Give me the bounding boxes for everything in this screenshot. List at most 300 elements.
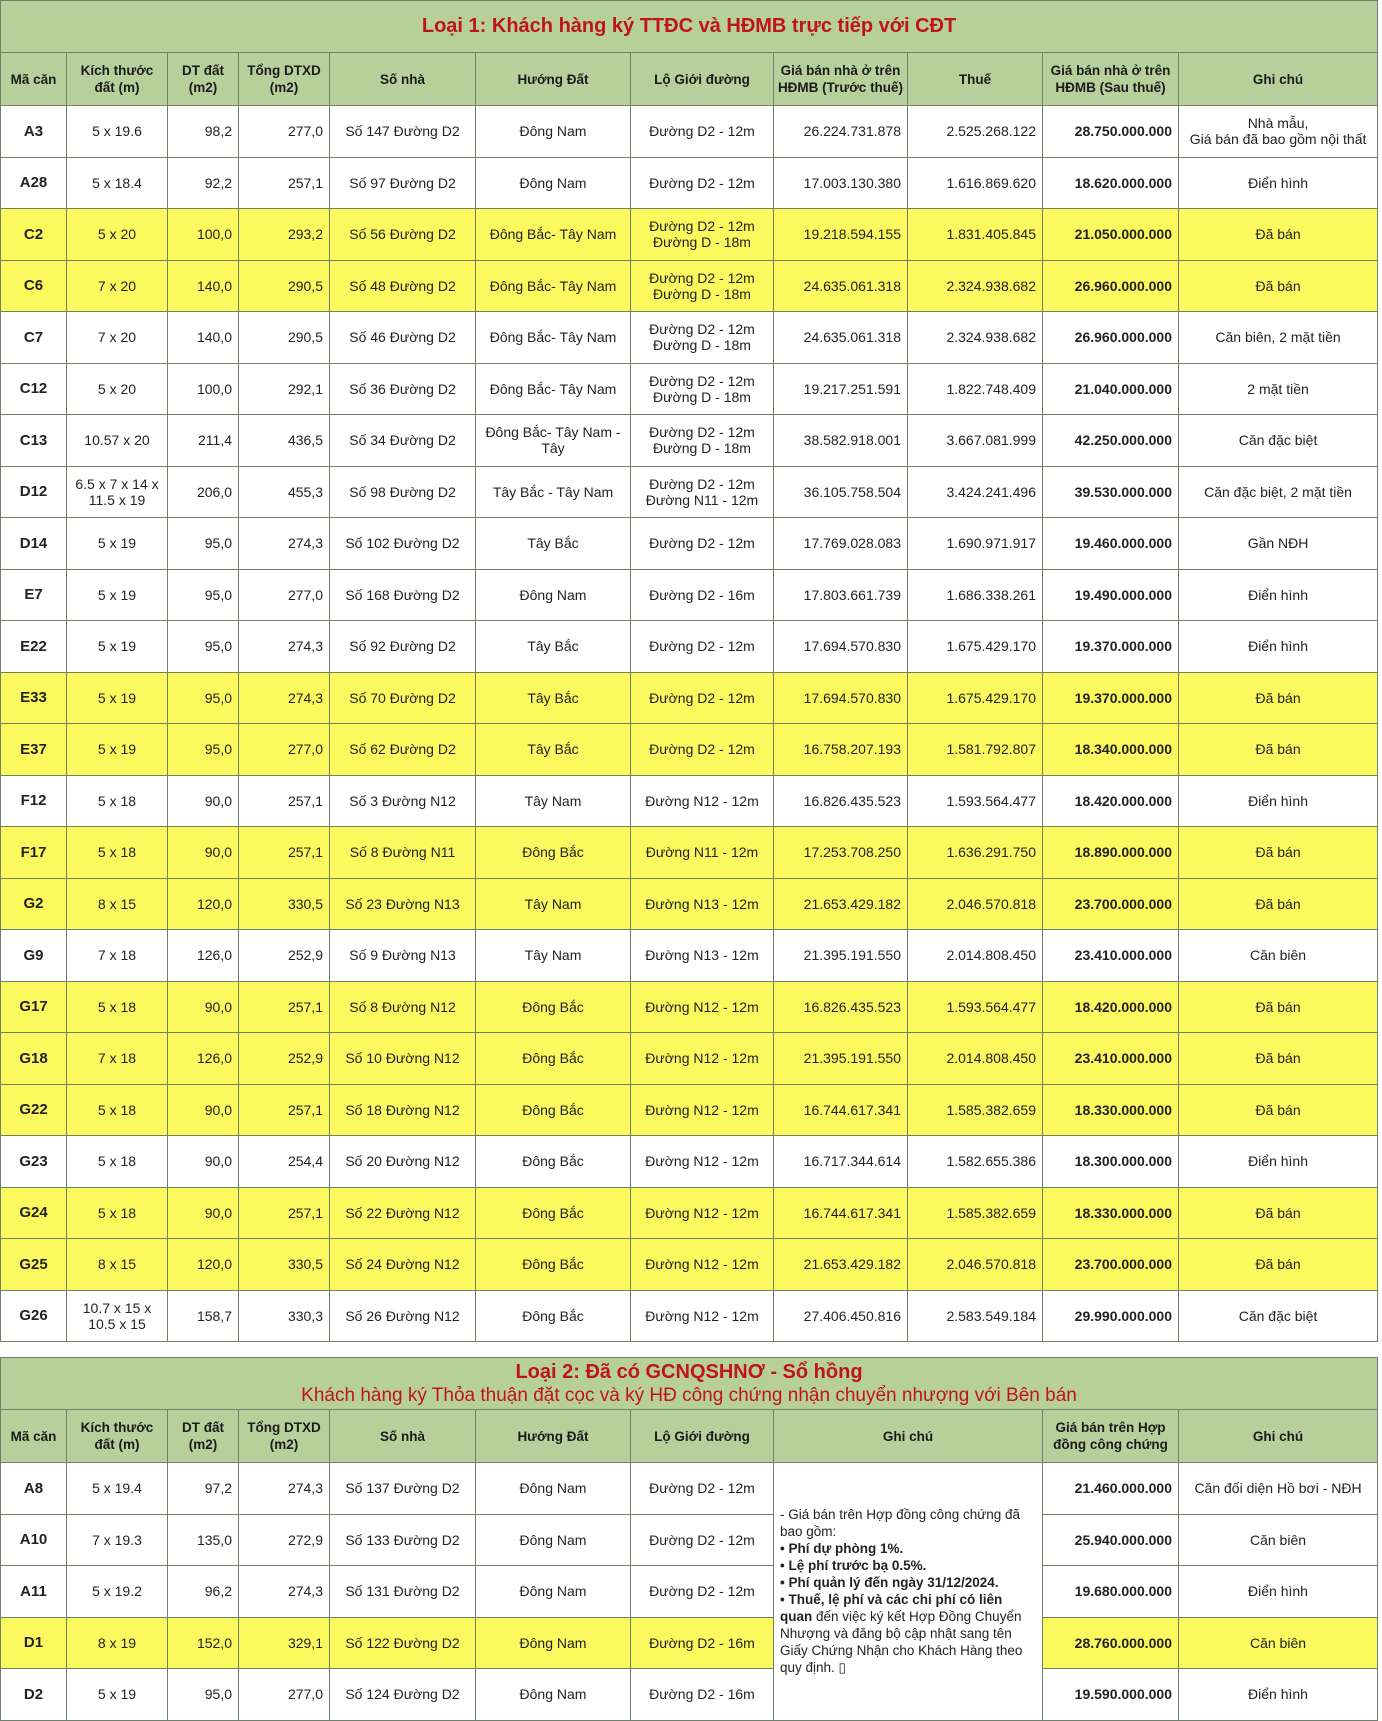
cell-dt: 140,0 bbox=[168, 312, 239, 364]
cell-kt: 7 x 20 bbox=[67, 260, 168, 312]
table-row bbox=[1, 930, 1378, 982]
cell-kt: 5 x 18 bbox=[67, 827, 168, 879]
cell-sau: 18.300.000.000 bbox=[1043, 1136, 1179, 1188]
loai2-title: Loại 2: Đã có GCNQSHNƠ - Sổ hồng Khách hàng ký Thỏa thuận đặt cọc và ký HĐ công chứng nhận chuyển nhượng với Bên bán bbox=[1, 1358, 1378, 1410]
cell-ma: G25 bbox=[1, 1239, 67, 1291]
cell-dt: 135,0 bbox=[168, 1514, 239, 1566]
cell-ma: F12 bbox=[1, 775, 67, 827]
cell-dt: 95,0 bbox=[168, 569, 239, 621]
cell-kt: 5 x 20 bbox=[67, 209, 168, 261]
cell-sonha: Số 124 Đường D2 bbox=[330, 1669, 476, 1721]
cell-sonha: Số 137 Đường D2 bbox=[330, 1463, 476, 1515]
cell-huong: Tây Nam bbox=[476, 930, 631, 982]
cell-thue: 3.667.081.999 bbox=[908, 415, 1043, 467]
cell-dtxd: 330,5 bbox=[239, 878, 330, 930]
cell-sau: 42.250.000.000 bbox=[1043, 415, 1179, 467]
cell-ma: C6 bbox=[1, 260, 67, 312]
loai2-header-7: Ghi chú bbox=[774, 1410, 1043, 1463]
table-row bbox=[1, 260, 1378, 312]
cell-lo: Đường D2 - 12m Đường N11 - 12m bbox=[631, 466, 774, 518]
cell-thue: 1.690.971.917 bbox=[908, 518, 1043, 570]
cell-huong: Đông Bắc- Tây Nam bbox=[476, 363, 631, 415]
cell-dtxd: 329,1 bbox=[239, 1617, 330, 1669]
cell-lo: Đường D2 - 12m bbox=[631, 1566, 774, 1618]
loai1-header-2: DT đất (m2) bbox=[168, 53, 239, 106]
cell-lo: Đường D2 - 12m bbox=[631, 518, 774, 570]
cell-huong: Đông Bắc bbox=[476, 1084, 631, 1136]
loai1-header-9: Giá bán nhà ở trên HĐMB (Sau thuế) bbox=[1043, 53, 1179, 106]
cell-sonha: Số 20 Đường N12 bbox=[330, 1136, 476, 1188]
cell-huong: Đông Bắc bbox=[476, 1033, 631, 1085]
cell-kt: 10.57 x 20 bbox=[67, 415, 168, 467]
cell-truoc: 17.769.028.083 bbox=[774, 518, 908, 570]
loai2-header-1: Kích thước đất (m) bbox=[67, 1410, 168, 1463]
cell-lo: Đường D2 - 12m bbox=[631, 724, 774, 776]
cell-dtxd: 274,3 bbox=[239, 1566, 330, 1618]
cell-truoc: 19.217.251.591 bbox=[774, 363, 908, 415]
cell-lo: Đường D2 - 12m Đường D - 18m bbox=[631, 209, 774, 261]
cell-dtxd: 257,1 bbox=[239, 827, 330, 879]
cell-sau: 21.050.000.000 bbox=[1043, 209, 1179, 261]
cell-dtxd: 277,0 bbox=[239, 106, 330, 158]
cell-dt: 95,0 bbox=[168, 724, 239, 776]
cell-sonha: Số 3 Đường N12 bbox=[330, 775, 476, 827]
table-row bbox=[1, 518, 1378, 570]
cell-dtxd: 455,3 bbox=[239, 466, 330, 518]
cell-ma: A8 bbox=[1, 1463, 67, 1515]
cell-thue: 3.424.241.496 bbox=[908, 466, 1043, 518]
cell-sau: 21.040.000.000 bbox=[1043, 363, 1179, 415]
table-row bbox=[1, 1033, 1378, 1085]
cell-sau: 19.460.000.000 bbox=[1043, 518, 1179, 570]
cell-lo: Đường N13 - 12m bbox=[631, 930, 774, 982]
cell-kt: 8 x 15 bbox=[67, 878, 168, 930]
cell-dt: 90,0 bbox=[168, 1084, 239, 1136]
table-row bbox=[1, 1617, 1378, 1669]
cell-huong: Đông Bắc- Tây Nam - Tây bbox=[476, 415, 631, 467]
cell-ghichu: Đã bán bbox=[1179, 260, 1378, 312]
table-row bbox=[1, 157, 1378, 209]
cell-dtxd: 257,1 bbox=[239, 157, 330, 209]
cell-truoc: 17.694.570.830 bbox=[774, 621, 908, 673]
cell-huong: Tây Bắc bbox=[476, 724, 631, 776]
cell-thue: 2.014.808.450 bbox=[908, 1033, 1043, 1085]
cell-kt: 10.7 x 15 x 10.5 x 15 bbox=[67, 1290, 168, 1342]
cell-dtxd: 257,1 bbox=[239, 775, 330, 827]
cell-dtxd: 274,3 bbox=[239, 518, 330, 570]
cell-dt: 90,0 bbox=[168, 1187, 239, 1239]
cell-dt: 95,0 bbox=[168, 518, 239, 570]
cell-dt: 90,0 bbox=[168, 981, 239, 1033]
cell-ghichu: Nhà mẫu, Giá bán đã bao gồm nội thất bbox=[1179, 106, 1378, 158]
table-row bbox=[1, 569, 1378, 621]
table-row bbox=[1, 1187, 1378, 1239]
cell-ghichu: Căn đặc biệt bbox=[1179, 415, 1378, 467]
cell-huong: Tây Bắc bbox=[476, 518, 631, 570]
fee-note-item: • Phí dự phòng 1%. bbox=[780, 1541, 904, 1557]
cell-kt: 5 x 19 bbox=[67, 569, 168, 621]
cell-dt: 126,0 bbox=[168, 1033, 239, 1085]
cell-sonha: Số 34 Đường D2 bbox=[330, 415, 476, 467]
loai2-header-4: Số nhà bbox=[330, 1410, 476, 1463]
cell-truoc: 36.105.758.504 bbox=[774, 466, 908, 518]
cell-ma: C2 bbox=[1, 209, 67, 261]
cell-lo: Đường D2 - 12m Đường D - 18m bbox=[631, 260, 774, 312]
loai2-header-5: Hướng Đất bbox=[476, 1410, 631, 1463]
cell-huong: Đông Bắc- Tây Nam bbox=[476, 312, 631, 364]
cell-sau: 26.960.000.000 bbox=[1043, 260, 1179, 312]
cell-thue: 2.046.570.818 bbox=[908, 1239, 1043, 1291]
cell-sonha: Số 62 Đường D2 bbox=[330, 724, 476, 776]
cell-lo: Đường D2 - 12m bbox=[631, 1463, 774, 1515]
cell-dtxd: 274,3 bbox=[239, 621, 330, 673]
cell-sonha: Số 18 Đường N12 bbox=[330, 1084, 476, 1136]
cell-sau: 28.750.000.000 bbox=[1043, 106, 1179, 158]
cell-ghichu: 2 mặt tiền bbox=[1179, 363, 1378, 415]
cell-dt: 96,2 bbox=[168, 1566, 239, 1618]
cell-sonha: Số 122 Đường D2 bbox=[330, 1617, 476, 1669]
table-row bbox=[1, 466, 1378, 518]
cell-thue: 2.324.938.682 bbox=[908, 260, 1043, 312]
cell-thue: 1.675.429.170 bbox=[908, 621, 1043, 673]
loai2-header-3: Tổng DTXD (m2) bbox=[239, 1410, 330, 1463]
cell-truoc: 26.224.731.878 bbox=[774, 106, 908, 158]
table-row bbox=[1, 1084, 1378, 1136]
cell-kt: 5 x 19 bbox=[67, 518, 168, 570]
cell-kt: 7 x 18 bbox=[67, 1033, 168, 1085]
cell-kt: 5 x 18.4 bbox=[67, 157, 168, 209]
cell-truoc: 16.826.435.523 bbox=[774, 775, 908, 827]
cell-gia: 19.680.000.000 bbox=[1043, 1566, 1179, 1618]
cell-ma: A28 bbox=[1, 157, 67, 209]
cell-lo: Đường D2 - 16m bbox=[631, 1617, 774, 1669]
cell-kt: 7 x 19.3 bbox=[67, 1514, 168, 1566]
cell-dt: 120,0 bbox=[168, 878, 239, 930]
cell-truoc: 17.694.570.830 bbox=[774, 672, 908, 724]
cell-dt: 95,0 bbox=[168, 672, 239, 724]
cell-dt: 140,0 bbox=[168, 260, 239, 312]
cell-kt: 5 x 19.4 bbox=[67, 1463, 168, 1515]
cell-ghichu: Điển hình bbox=[1179, 1669, 1378, 1721]
cell-dt: 152,0 bbox=[168, 1617, 239, 1669]
cell-sonha: Số 22 Đường N12 bbox=[330, 1187, 476, 1239]
table-row bbox=[1, 775, 1378, 827]
cell-ghichu: Căn biên bbox=[1179, 1514, 1378, 1566]
cell-truoc: 21.653.429.182 bbox=[774, 1239, 908, 1291]
table-row bbox=[1, 106, 1378, 158]
cell-huong: Tây Nam bbox=[476, 775, 631, 827]
cell-thue: 1.585.382.659 bbox=[908, 1187, 1043, 1239]
loai2-header-2: DT đất (m2) bbox=[168, 1410, 239, 1463]
cell-sonha: Số 147 Đường D2 bbox=[330, 106, 476, 158]
cell-sonha: Số 26 Đường N12 bbox=[330, 1290, 476, 1342]
table-row bbox=[1, 209, 1378, 261]
table-row bbox=[1, 363, 1378, 415]
cell-lo: Đường N12 - 12m bbox=[631, 1033, 774, 1085]
cell-truoc: 21.395.191.550 bbox=[774, 1033, 908, 1085]
cell-ma: E7 bbox=[1, 569, 67, 621]
cell-huong: Đông Nam bbox=[476, 1566, 631, 1618]
fee-note-cell bbox=[774, 1463, 1043, 1721]
table-row bbox=[1, 312, 1378, 364]
cell-sonha: Số 8 Đường N11 bbox=[330, 827, 476, 879]
cell-lo: Đường D2 - 12m bbox=[631, 1514, 774, 1566]
cell-huong: Đông Nam bbox=[476, 1463, 631, 1515]
cell-huong: Đông Nam bbox=[476, 1617, 631, 1669]
cell-ma: A3 bbox=[1, 106, 67, 158]
cell-huong: Đông Bắc bbox=[476, 1290, 631, 1342]
cell-ghichu: Điển hình bbox=[1179, 1136, 1378, 1188]
cell-sonha: Số 48 Đường D2 bbox=[330, 260, 476, 312]
cell-dtxd: 293,2 bbox=[239, 209, 330, 261]
cell-ghichu: Đã bán bbox=[1179, 1239, 1378, 1291]
cell-dt: 98,2 bbox=[168, 106, 239, 158]
cell-dtxd: 290,5 bbox=[239, 260, 330, 312]
cell-truoc: 21.653.429.182 bbox=[774, 878, 908, 930]
table-row bbox=[1, 1463, 1378, 1515]
cell-kt: 5 x 18 bbox=[67, 1136, 168, 1188]
cell-ma: D12 bbox=[1, 466, 67, 518]
loai1-header-1: Kích thước đất (m) bbox=[67, 53, 168, 106]
cell-thue: 1.593.564.477 bbox=[908, 981, 1043, 1033]
cell-dtxd: 274,3 bbox=[239, 672, 330, 724]
cell-sau: 18.620.000.000 bbox=[1043, 157, 1179, 209]
cell-sau: 19.490.000.000 bbox=[1043, 569, 1179, 621]
cell-kt: 5 x 19 bbox=[67, 621, 168, 673]
cell-sau: 18.330.000.000 bbox=[1043, 1187, 1179, 1239]
cell-sau: 18.330.000.000 bbox=[1043, 1084, 1179, 1136]
cell-truoc: 24.635.061.318 bbox=[774, 312, 908, 364]
cell-sonha: Số 97 Đường D2 bbox=[330, 157, 476, 209]
cell-sau: 18.420.000.000 bbox=[1043, 981, 1179, 1033]
cell-thue: 1.582.655.386 bbox=[908, 1136, 1043, 1188]
cell-huong: Đông Bắc- Tây Nam bbox=[476, 209, 631, 261]
table-row bbox=[1, 1669, 1378, 1721]
cell-ghichu: Điển hình bbox=[1179, 621, 1378, 673]
cell-truoc: 16.758.207.193 bbox=[774, 724, 908, 776]
cell-ghichu: Căn đặc biệt bbox=[1179, 1290, 1378, 1342]
fee-note-item-bold: • Thuế, lệ phí và các chi phí có liên quan bbox=[780, 1592, 1003, 1625]
cell-huong: Đông Bắc bbox=[476, 981, 631, 1033]
cell-ghichu: Căn biên bbox=[1179, 1617, 1378, 1669]
cell-ghichu: Điển hình bbox=[1179, 775, 1378, 827]
cell-dt: 126,0 bbox=[168, 930, 239, 982]
cell-dt: 90,0 bbox=[168, 775, 239, 827]
cell-ma: A11 bbox=[1, 1566, 67, 1618]
cell-ghichu: Đã bán bbox=[1179, 1033, 1378, 1085]
loai1-header-0: Mã căn bbox=[1, 53, 67, 106]
loai2-header-6: Lộ Giới đường bbox=[631, 1410, 774, 1463]
cell-ma: G22 bbox=[1, 1084, 67, 1136]
cell-dt: 90,0 bbox=[168, 827, 239, 879]
cell-dtxd: 252,9 bbox=[239, 1033, 330, 1085]
cell-dtxd: 292,1 bbox=[239, 363, 330, 415]
loai1-title: Loại 1: Khách hàng ký TTĐC và HĐMB trực tiếp với CĐT bbox=[1, 1, 1378, 53]
fee-note-item: • Phí quản lý đến ngày 31/12/2024. bbox=[780, 1575, 999, 1591]
cell-lo: Đường N13 - 12m bbox=[631, 878, 774, 930]
table-row bbox=[1, 1514, 1378, 1566]
cell-dt: 97,2 bbox=[168, 1463, 239, 1515]
cell-ma: F17 bbox=[1, 827, 67, 879]
cell-thue: 1.585.382.659 bbox=[908, 1084, 1043, 1136]
cell-thue: 1.616.869.620 bbox=[908, 157, 1043, 209]
cell-ghichu: Đã bán bbox=[1179, 878, 1378, 930]
cell-ma: E33 bbox=[1, 672, 67, 724]
cell-kt: 6.5 x 7 x 14 x 11.5 x 19 bbox=[67, 466, 168, 518]
table-row bbox=[1, 415, 1378, 467]
loai1-header-8: Thuế bbox=[908, 53, 1043, 106]
cell-ghichu: Đã bán bbox=[1179, 209, 1378, 261]
cell-kt: 5 x 18 bbox=[67, 981, 168, 1033]
cell-ghichu: Gần NĐH bbox=[1179, 518, 1378, 570]
cell-thue: 2.583.549.184 bbox=[908, 1290, 1043, 1342]
cell-dtxd: 436,5 bbox=[239, 415, 330, 467]
cell-dt: 95,0 bbox=[168, 621, 239, 673]
cell-gia: 21.460.000.000 bbox=[1043, 1463, 1179, 1515]
cell-sonha: Số 133 Đường D2 bbox=[330, 1514, 476, 1566]
cell-lo: Đường D2 - 12m bbox=[631, 157, 774, 209]
cell-ma: G9 bbox=[1, 930, 67, 982]
table-row bbox=[1, 827, 1378, 879]
cell-sonha: Số 70 Đường D2 bbox=[330, 672, 476, 724]
table-row bbox=[1, 672, 1378, 724]
cell-lo: Đường N12 - 12m bbox=[631, 1136, 774, 1188]
cell-sonha: Số 10 Đường N12 bbox=[330, 1033, 476, 1085]
cell-thue: 1.675.429.170 bbox=[908, 672, 1043, 724]
table-row bbox=[1, 1566, 1378, 1618]
cell-dtxd: 277,0 bbox=[239, 1669, 330, 1721]
loai2-header-9: Ghi chú bbox=[1179, 1410, 1378, 1463]
cell-huong: Đông Nam bbox=[476, 1514, 631, 1566]
table-row bbox=[1, 621, 1378, 673]
cell-truoc: 24.635.061.318 bbox=[774, 260, 908, 312]
cell-kt: 7 x 20 bbox=[67, 312, 168, 364]
fee-note-intro: - Giá bán trên Hợp đồng công chứng đã bao gồm: bbox=[780, 1507, 1021, 1540]
cell-ghichu: Đã bán bbox=[1179, 1084, 1378, 1136]
cell-sonha: Số 102 Đường D2 bbox=[330, 518, 476, 570]
cell-huong: Đông Bắc bbox=[476, 1187, 631, 1239]
loai2-header-0: Mã căn bbox=[1, 1410, 67, 1463]
table-row bbox=[1, 1290, 1378, 1342]
fee-note-item-rest: đến việc ký kết Hợp Đồng Chuyển Nhượng và đăng bộ cập nhật sang tên Giấy Chứng Nhận cho Khách Hàng theo quy định. ▯ bbox=[780, 1609, 1023, 1676]
cell-dtxd: 274,3 bbox=[239, 1463, 330, 1515]
cell-lo: Đường N12 - 12m bbox=[631, 1187, 774, 1239]
cell-huong: Tây Bắc - Tây Nam bbox=[476, 466, 631, 518]
cell-sonha: Số 131 Đường D2 bbox=[330, 1566, 476, 1618]
cell-huong: Đông Nam bbox=[476, 157, 631, 209]
cell-ma: G18 bbox=[1, 1033, 67, 1085]
cell-lo: Đường N12 - 12m bbox=[631, 1239, 774, 1291]
cell-dtxd: 330,3 bbox=[239, 1290, 330, 1342]
cell-truoc: 27.406.450.816 bbox=[774, 1290, 908, 1342]
cell-gia: 25.940.000.000 bbox=[1043, 1514, 1179, 1566]
cell-huong: Đông Bắc bbox=[476, 1136, 631, 1188]
cell-sau: 23.700.000.000 bbox=[1043, 1239, 1179, 1291]
cell-lo: Đường D2 - 12m Đường D - 18m bbox=[631, 415, 774, 467]
cell-ma: D2 bbox=[1, 1669, 67, 1721]
loai1-header-6: Lộ Giới đường bbox=[631, 53, 774, 106]
cell-kt: 5 x 18 bbox=[67, 1187, 168, 1239]
cell-kt: 5 x 19 bbox=[67, 724, 168, 776]
cell-kt: 7 x 18 bbox=[67, 930, 168, 982]
cell-sau: 29.990.000.000 bbox=[1043, 1290, 1179, 1342]
cell-truoc: 16.744.617.341 bbox=[774, 1187, 908, 1239]
cell-truoc: 17.803.661.739 bbox=[774, 569, 908, 621]
cell-lo: Đường D2 - 16m bbox=[631, 569, 774, 621]
cell-dtxd: 257,1 bbox=[239, 1187, 330, 1239]
cell-sau: 19.370.000.000 bbox=[1043, 621, 1179, 673]
cell-sonha: Số 56 Đường D2 bbox=[330, 209, 476, 261]
cell-dt: 211,4 bbox=[168, 415, 239, 467]
cell-dt: 100,0 bbox=[168, 209, 239, 261]
cell-truoc: 17.003.130.380 bbox=[774, 157, 908, 209]
cell-kt: 5 x 19.6 bbox=[67, 106, 168, 158]
price-table-loai2 bbox=[0, 1357, 1378, 1721]
cell-kt: 5 x 19.2 bbox=[67, 1566, 168, 1618]
cell-thue: 1.636.291.750 bbox=[908, 827, 1043, 879]
cell-dt: 120,0 bbox=[168, 1239, 239, 1291]
cell-huong: Đông Nam bbox=[476, 106, 631, 158]
cell-ghichu: Căn đối diện Hồ bơi - NĐH bbox=[1179, 1463, 1378, 1515]
cell-sau: 23.700.000.000 bbox=[1043, 878, 1179, 930]
cell-lo: Đường N11 - 12m bbox=[631, 827, 774, 879]
cell-dt: 206,0 bbox=[168, 466, 239, 518]
cell-kt: 8 x 15 bbox=[67, 1239, 168, 1291]
cell-dt: 95,0 bbox=[168, 1669, 239, 1721]
cell-ma: G26 bbox=[1, 1290, 67, 1342]
cell-truoc: 16.717.344.614 bbox=[774, 1136, 908, 1188]
cell-ma: E22 bbox=[1, 621, 67, 673]
cell-kt: 5 x 20 bbox=[67, 363, 168, 415]
cell-huong: Đông Bắc bbox=[476, 1239, 631, 1291]
loai1-header-4: Số nhà bbox=[330, 53, 476, 106]
cell-lo: Đường D2 - 12m Đường D - 18m bbox=[631, 363, 774, 415]
cell-ghichu: Căn đặc biệt, 2 mặt tiền bbox=[1179, 466, 1378, 518]
cell-huong: Đông Bắc- Tây Nam bbox=[476, 260, 631, 312]
cell-dtxd: 257,1 bbox=[239, 981, 330, 1033]
cell-gia: 28.760.000.000 bbox=[1043, 1617, 1179, 1669]
cell-lo: Đường D2 - 12m Đường D - 18m bbox=[631, 312, 774, 364]
cell-ma: C12 bbox=[1, 363, 67, 415]
cell-ma: D1 bbox=[1, 1617, 67, 1669]
loai1-header-7: Giá bán nhà ở trên HĐMB (Trước thuế) bbox=[774, 53, 908, 106]
cell-ma: A10 bbox=[1, 1514, 67, 1566]
cell-thue: 2.525.268.122 bbox=[908, 106, 1043, 158]
cell-thue: 2.324.938.682 bbox=[908, 312, 1043, 364]
cell-sau: 18.890.000.000 bbox=[1043, 827, 1179, 879]
cell-sonha: Số 98 Đường D2 bbox=[330, 466, 476, 518]
cell-sau: 18.420.000.000 bbox=[1043, 775, 1179, 827]
cell-dtxd: 257,1 bbox=[239, 1084, 330, 1136]
cell-thue: 2.014.808.450 bbox=[908, 930, 1043, 982]
loai2-header-8: Giá bán trên Hợp đồng công chứng bbox=[1043, 1410, 1179, 1463]
loai1-header-3: Tổng DTXD (m2) bbox=[239, 53, 330, 106]
cell-ghichu: Điển hình bbox=[1179, 569, 1378, 621]
cell-huong: Đông Nam bbox=[476, 569, 631, 621]
cell-dt: 92,2 bbox=[168, 157, 239, 209]
cell-sau: 23.410.000.000 bbox=[1043, 1033, 1179, 1085]
cell-ghichu: Đã bán bbox=[1179, 672, 1378, 724]
cell-ghichu: Điển hình bbox=[1179, 1566, 1378, 1618]
fee-note-item: • Lệ phí trước bạ 0.5%. bbox=[780, 1558, 927, 1574]
table-row bbox=[1, 981, 1378, 1033]
cell-ghichu: Đã bán bbox=[1179, 827, 1378, 879]
cell-sonha: Số 8 Đường N12 bbox=[330, 981, 476, 1033]
loai1-header-10: Ghi chú bbox=[1179, 53, 1378, 106]
cell-thue: 1.822.748.409 bbox=[908, 363, 1043, 415]
cell-sonha: Số 46 Đường D2 bbox=[330, 312, 476, 364]
cell-dt: 158,7 bbox=[168, 1290, 239, 1342]
